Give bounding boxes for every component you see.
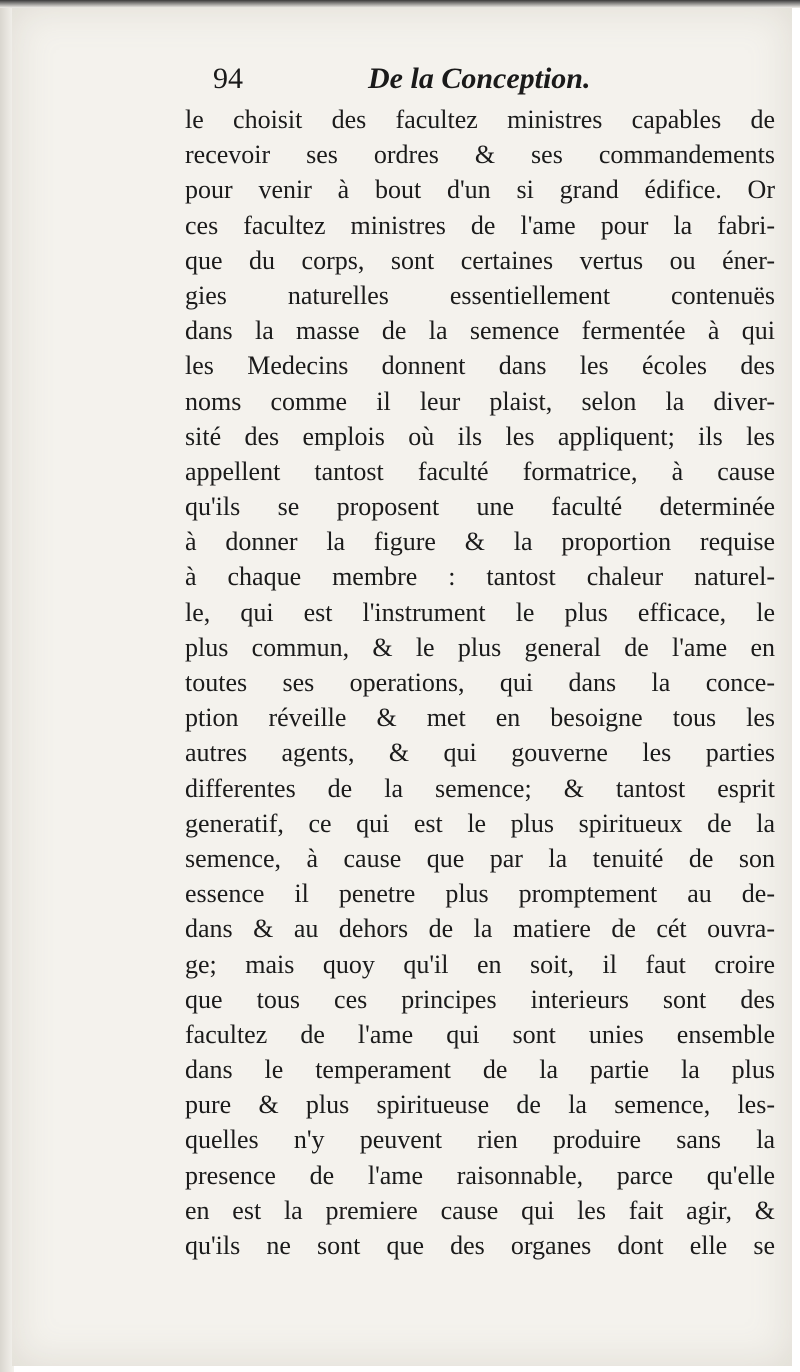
text-line: appellent tantost faculté formatrice, à cause <box>185 456 775 486</box>
text-line: gies naturelles essentiellement contenuës <box>185 280 775 310</box>
text-line: pour venir à bout d'un si grand édifice. Or <box>185 175 775 205</box>
text-line: generatif, ce qui est le plus spiritueux de la <box>185 808 775 838</box>
text-line: plus commun, & le plus general de l'ame en <box>185 632 775 662</box>
text-line: quelles n'y peuvent rien produire sans la <box>185 1125 775 1155</box>
text-line: qu'ils ne sont que des organes dont elle se <box>185 1231 775 1260</box>
text-line: presence de l'ame raisonnable, parce qu'elle <box>185 1160 775 1190</box>
text-line: recevoir ses ordres & ses commandements <box>185 140 775 170</box>
text-line: les Medecins donnent dans les écoles des <box>185 351 775 381</box>
text-line: ces facultez ministres de l'ame pour la fabri- <box>185 210 775 240</box>
text-line: le choisit des facultez ministres capables de <box>185 105 775 134</box>
body-text <box>185 102 775 1263</box>
text-line: dans la masse de la semence fermentée à qui <box>185 316 775 346</box>
text-line: sité des emplois où ils les appliquent; ils les <box>185 421 775 451</box>
text-line: en est la premiere cause qui les fait agir, & <box>185 1195 775 1225</box>
text-line: pure & plus spiritueuse de la semence, les- <box>185 1090 775 1120</box>
text-line: autres agents, & qui gouverne les parties <box>185 738 775 768</box>
running-head: De la Conception. <box>368 62 591 95</box>
text-line: ge; mais quoy qu'il en soit, il faut croire <box>185 949 775 979</box>
text-line: dans & au dehors de la matiere de cét ouvra- <box>185 914 775 944</box>
page-header <box>213 62 773 102</box>
text-line: le, qui est l'instrument le plus efficace, le <box>185 597 775 627</box>
text-line: facultez de l'ame qui sont unies ensemble <box>185 1019 775 1049</box>
text-line: toutes ses operations, qui dans la conce- <box>185 668 775 697</box>
text-line: que du corps, sont certaines vertus ou éner- <box>185 245 775 275</box>
text-line: qu'ils se proposent une faculté determinée <box>185 492 775 522</box>
text-line: à chaque membre : tantost chaleur naturel- <box>185 562 775 592</box>
text-line: ption réveille & met en besoigne tous les <box>185 703 775 733</box>
text-line: dans le temperament de la partie la plus <box>185 1055 775 1085</box>
page-top-edge <box>0 0 800 8</box>
text-line: essence il penetre plus promptement au de- <box>185 879 775 909</box>
text-line: semence, à cause que par la tenuité de son <box>185 843 775 873</box>
text-line: differentes de la semence; & tantost esprit <box>185 773 775 803</box>
text-line: à donner la figure & la proportion requise <box>185 527 775 557</box>
page-number: 94 <box>213 62 243 95</box>
text-line: noms comme il leur plaist, selon la diver- <box>185 386 775 416</box>
text-line: que tous ces principes interieurs sont des <box>185 984 775 1014</box>
